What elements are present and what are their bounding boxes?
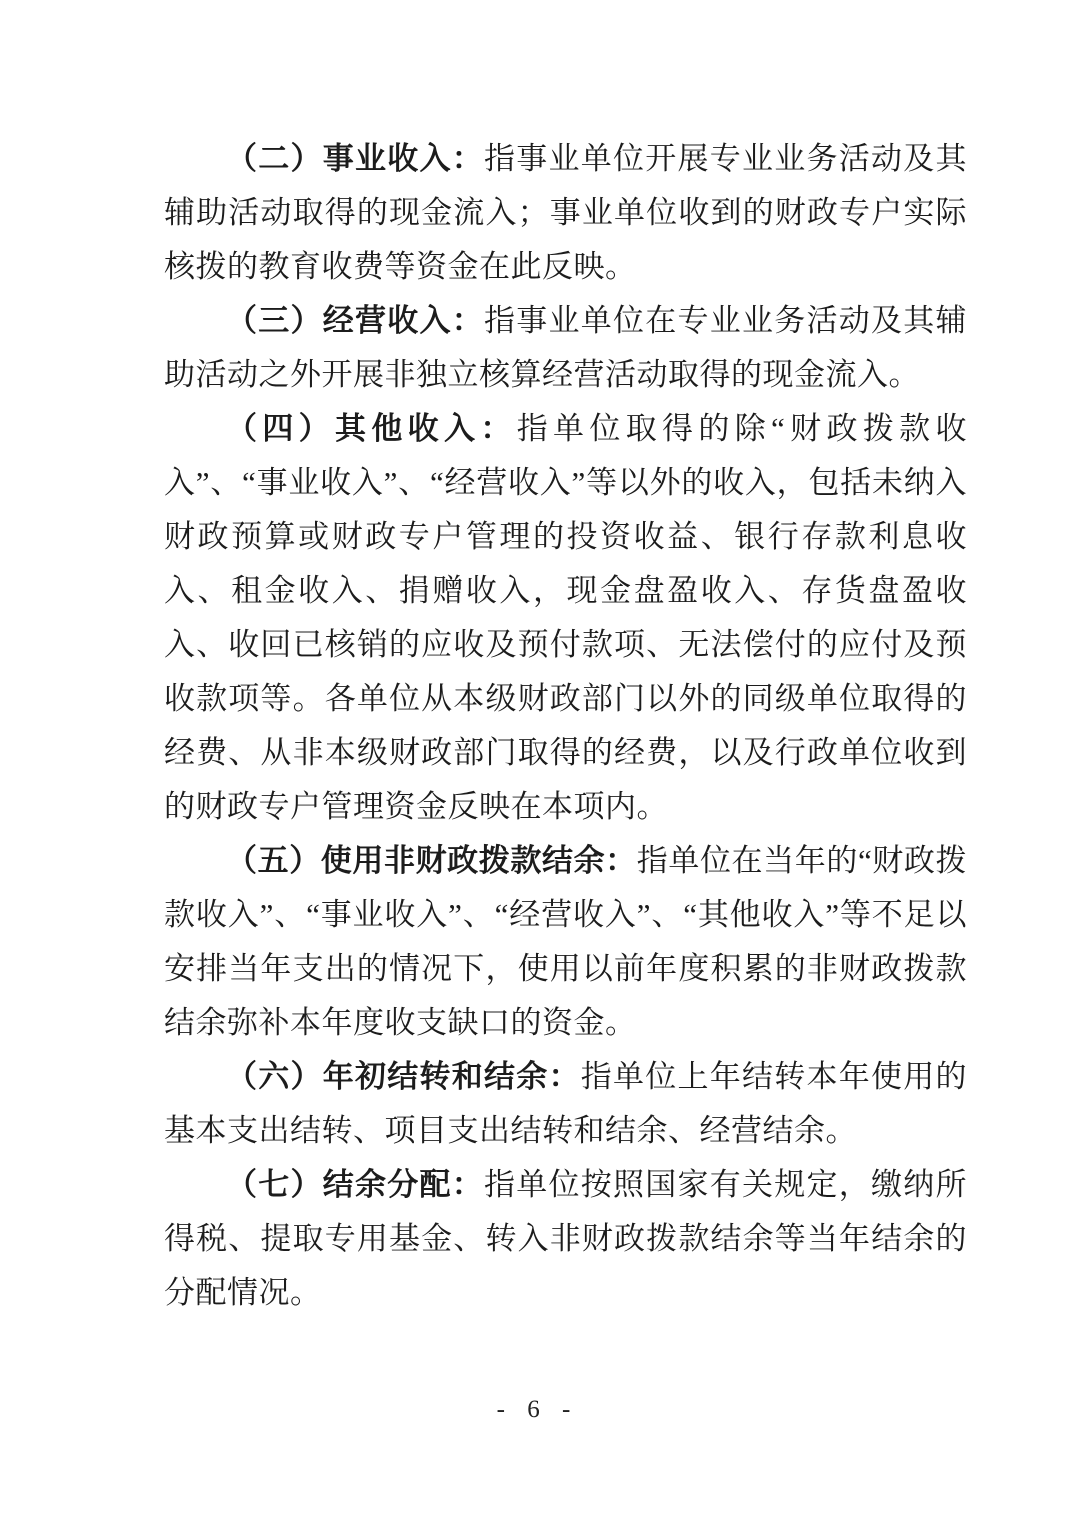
document-body bbox=[164, 132, 967, 1320]
term-definition: 指单位在当年的“财政拨款收入”、“事业收入”、“经营收入”、“其他收入”等不足以安排当年支出的情况下，使用以前年度积累的非财政拨款结余弥补本年度收支缺口的资金。 bbox=[164, 843, 967, 1040]
paragraph-jingying-shouru bbox=[164, 294, 967, 402]
paragraph-shiye-shouru bbox=[164, 132, 967, 294]
term-definition: 指单位按照国家有关规定，缴纳所得税、提取专用基金、转入非财政拨款结余等当年结余的分配情况。 bbox=[164, 1167, 967, 1310]
term-label: （七）结余分配： bbox=[226, 1167, 484, 1202]
term-definition: 指单位取得的除“财政拨款收入”、“事业收入”、“经营收入”等以外的收入，包括未纳入财政预算或财政专户管理的投资收益、银行存款利息收入、租金收入、捐赠收入，现金盘盈收入、存货盘盈收入、收回已核销的应收及预付款项、无法偿付的应付及预收款项等。各单位从本级财政部门以外的同级单位取得的经费、从非本级财政部门取得的经费，以及行政单位收到的财政专户管理资金反映在本项内。 bbox=[164, 411, 968, 824]
term-definition: 指事业单位在专业业务活动及其辅助活动之外开展非独立核算经营活动取得的现金流入。 bbox=[164, 303, 967, 392]
paragraph-nianchu-jiezhuan-jieyu bbox=[164, 1050, 967, 1158]
paragraph-jieyu-fenpei bbox=[164, 1158, 967, 1320]
term-label: （六）年初结转和结余： bbox=[226, 1059, 581, 1094]
paragraph-feicaizheng-bokuan-jieyu bbox=[164, 834, 967, 1050]
term-definition: 指单位上年结转本年使用的基本支出结转、项目支出结转和结余、经营结余。 bbox=[164, 1059, 967, 1148]
term-label: （五）使用非财政拨款结余： bbox=[226, 843, 637, 878]
term-label: （三）经营收入： bbox=[226, 303, 484, 338]
term-label: （二）事业收入： bbox=[226, 141, 484, 176]
paragraph-qita-shouru bbox=[164, 402, 967, 834]
term-label: （四）其他收入： bbox=[226, 411, 517, 446]
page-number: - 6 - bbox=[496, 1396, 579, 1423]
term-definition: 指事业单位开展专业业务活动及其辅助活动取得的现金流入；事业单位收到的财政专户实际核拨的教育收费等资金在此反映。 bbox=[164, 141, 967, 284]
